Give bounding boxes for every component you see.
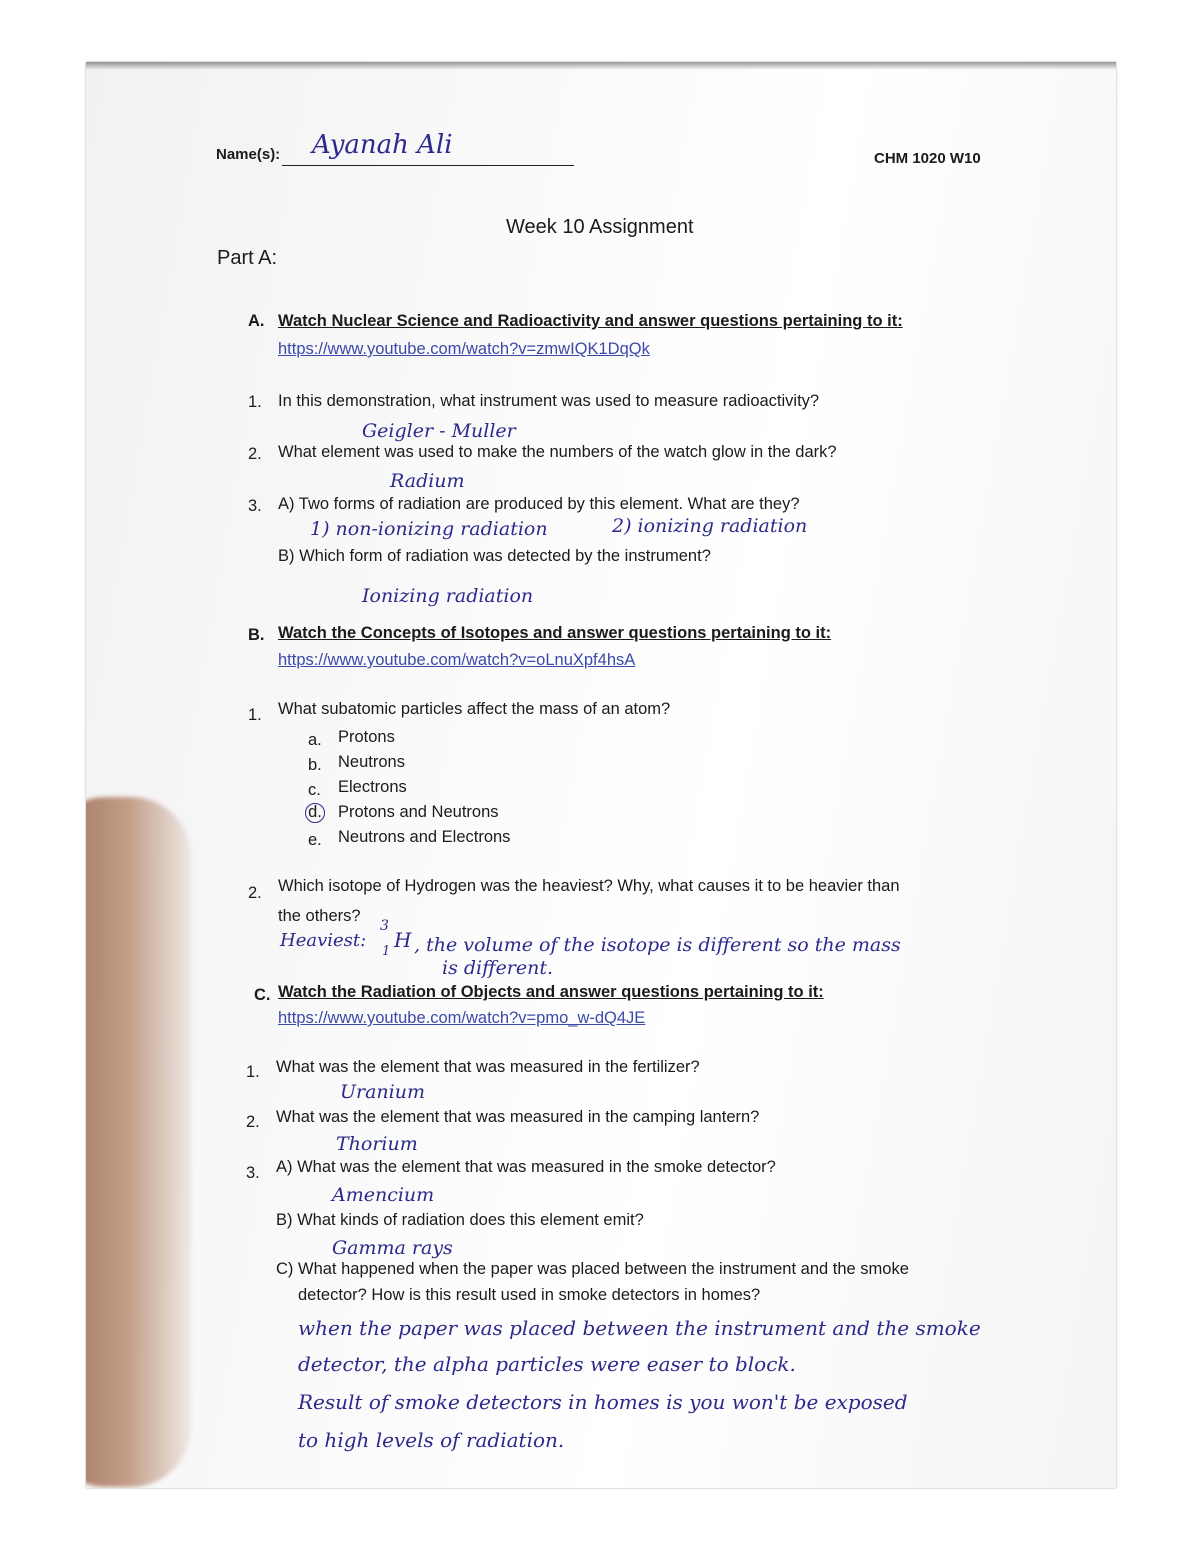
b-q1-number: 1. — [248, 706, 262, 724]
section-c-letter: C. — [254, 986, 271, 1004]
c-q3b-answer: Gamma rays — [332, 1237, 453, 1259]
a-q1-answer: Geigler - Muller — [362, 420, 516, 442]
section-b-heading: Watch the Concepts of Isotopes and answer questions pertaining to it: — [278, 624, 832, 642]
c-q3c-answer-line4: to high levels of radiation. — [298, 1428, 565, 1452]
c-q3c-answer-line1: when the paper was placed between the instrument and the smoke — [298, 1316, 981, 1340]
b-q2-answer-label: Heaviest: — [280, 930, 367, 951]
thumb-shadow — [86, 797, 191, 1487]
b-q2-answer-line1: , the volume of the isotope is different so the mass — [414, 934, 901, 956]
b-option-b-letter: b. — [308, 756, 322, 774]
section-c-heading: Watch the Radiation of Objects and answer questions pertaining to it: — [278, 983, 824, 1001]
page-title: Week 10 Assignment — [506, 216, 694, 238]
a-q2-text: What element was used to make the numbers of the watch glow in the dark? — [278, 443, 837, 461]
a-q3a-answer-2: 2) ionizing radiation — [612, 515, 808, 537]
isotope-atomic-number: 1 — [382, 944, 391, 959]
section-b-letter: B. — [248, 626, 265, 644]
c-q3-number: 3. — [246, 1164, 260, 1182]
part-label: Part A: — [217, 247, 278, 269]
b-option-a-letter: a. — [308, 731, 322, 749]
b-q2-text-line2: the others? — [278, 907, 361, 925]
a-q3a-text: A) Two forms of radiation are produced by this element. What are they? — [278, 495, 800, 513]
paper-top-shadow — [86, 62, 1116, 70]
c-q1-answer: Uranium — [340, 1081, 425, 1103]
section-b-link[interactable]: https://www.youtube.com/watch?v=oLnuXpf4hsA — [278, 651, 636, 669]
c-q3a-text: A) What was the element that was measured in the smoke detector? — [276, 1158, 776, 1176]
c-q3b-text: B) What kinds of radiation does this element emit? — [276, 1211, 644, 1229]
a-q2-number: 2. — [248, 445, 262, 463]
b-option-d-text: Protons and Neutrons — [338, 803, 499, 821]
student-name: Ayanah Ali — [312, 130, 453, 160]
b-option-d-letter — [305, 803, 325, 823]
b-option-e-letter: e. — [308, 831, 322, 849]
c-q3a-answer: Amencium — [332, 1184, 435, 1206]
section-a-heading: Watch Nuclear Science and Radioactivity and answer questions pertaining to it: — [278, 312, 903, 330]
isotope-mass-number: 3 — [380, 918, 389, 934]
c-q2-number: 2. — [246, 1113, 260, 1131]
c-q1-text: What was the element that was measured in the fertilizer? — [276, 1058, 700, 1076]
a-q3a-answer-1: 1) non-ionizing radiation — [310, 518, 548, 540]
a-q1-number: 1. — [248, 393, 262, 411]
isotope-symbol: H — [394, 928, 412, 952]
section-a-letter: A. — [248, 312, 265, 330]
b-option-c-letter: c. — [308, 781, 321, 799]
a-q3-number: 3. — [248, 497, 262, 515]
c-q2-text: What was the element that was measured in the camping lantern? — [276, 1108, 760, 1126]
b-option-a-text: Protons — [338, 728, 395, 746]
c-q2-answer: Thorium — [336, 1133, 418, 1155]
b-q1-text: What subatomic particles affect the mass of an atom? — [278, 700, 671, 718]
c-q3c-text-line1: C) What happened when the paper was placed between the instrument and the smoke — [276, 1260, 909, 1278]
b-q2-number: 2. — [248, 884, 262, 902]
name-underline — [282, 165, 574, 166]
course-code: CHM 1020 W10 — [874, 150, 981, 167]
name-label: Name(s): — [216, 146, 281, 163]
b-option-c-text: Electrons — [338, 778, 407, 796]
c-q3c-text-line2: detector? How is this result used in smoke detectors in homes? — [298, 1286, 761, 1304]
a-q3b-text: B) Which form of radiation was detected by the instrument? — [278, 547, 711, 565]
c-q1-number: 1. — [246, 1063, 260, 1081]
selected-answer-circle: d. — [305, 803, 325, 823]
a-q3b-answer: Ionizing radiation — [362, 585, 534, 607]
c-q3c-answer-line3: Result of smoke detectors in homes is you won't be exposed — [298, 1390, 908, 1414]
a-q2-answer: Radium — [390, 470, 465, 492]
section-a-link[interactable]: https://www.youtube.com/watch?v=zmwIQK1DqQk — [278, 340, 650, 358]
a-q1-text: In this demonstration, what instrument was used to measure radioactivity? — [278, 392, 820, 410]
section-c-link[interactable]: https://www.youtube.com/watch?v=pmo_w-dQ4JE — [278, 1009, 646, 1027]
b-option-b-text: Neutrons — [338, 753, 405, 771]
b-option-e-text: Neutrons and Electrons — [338, 828, 511, 846]
b-q2-text-line1: Which isotope of Hydrogen was the heaviest? Why, what causes it to be heavier than — [278, 877, 900, 895]
c-q3c-answer-line2: detector, the alpha particles were easer to block. — [298, 1352, 796, 1376]
b-q2-answer-line2: is different. — [442, 957, 554, 979]
